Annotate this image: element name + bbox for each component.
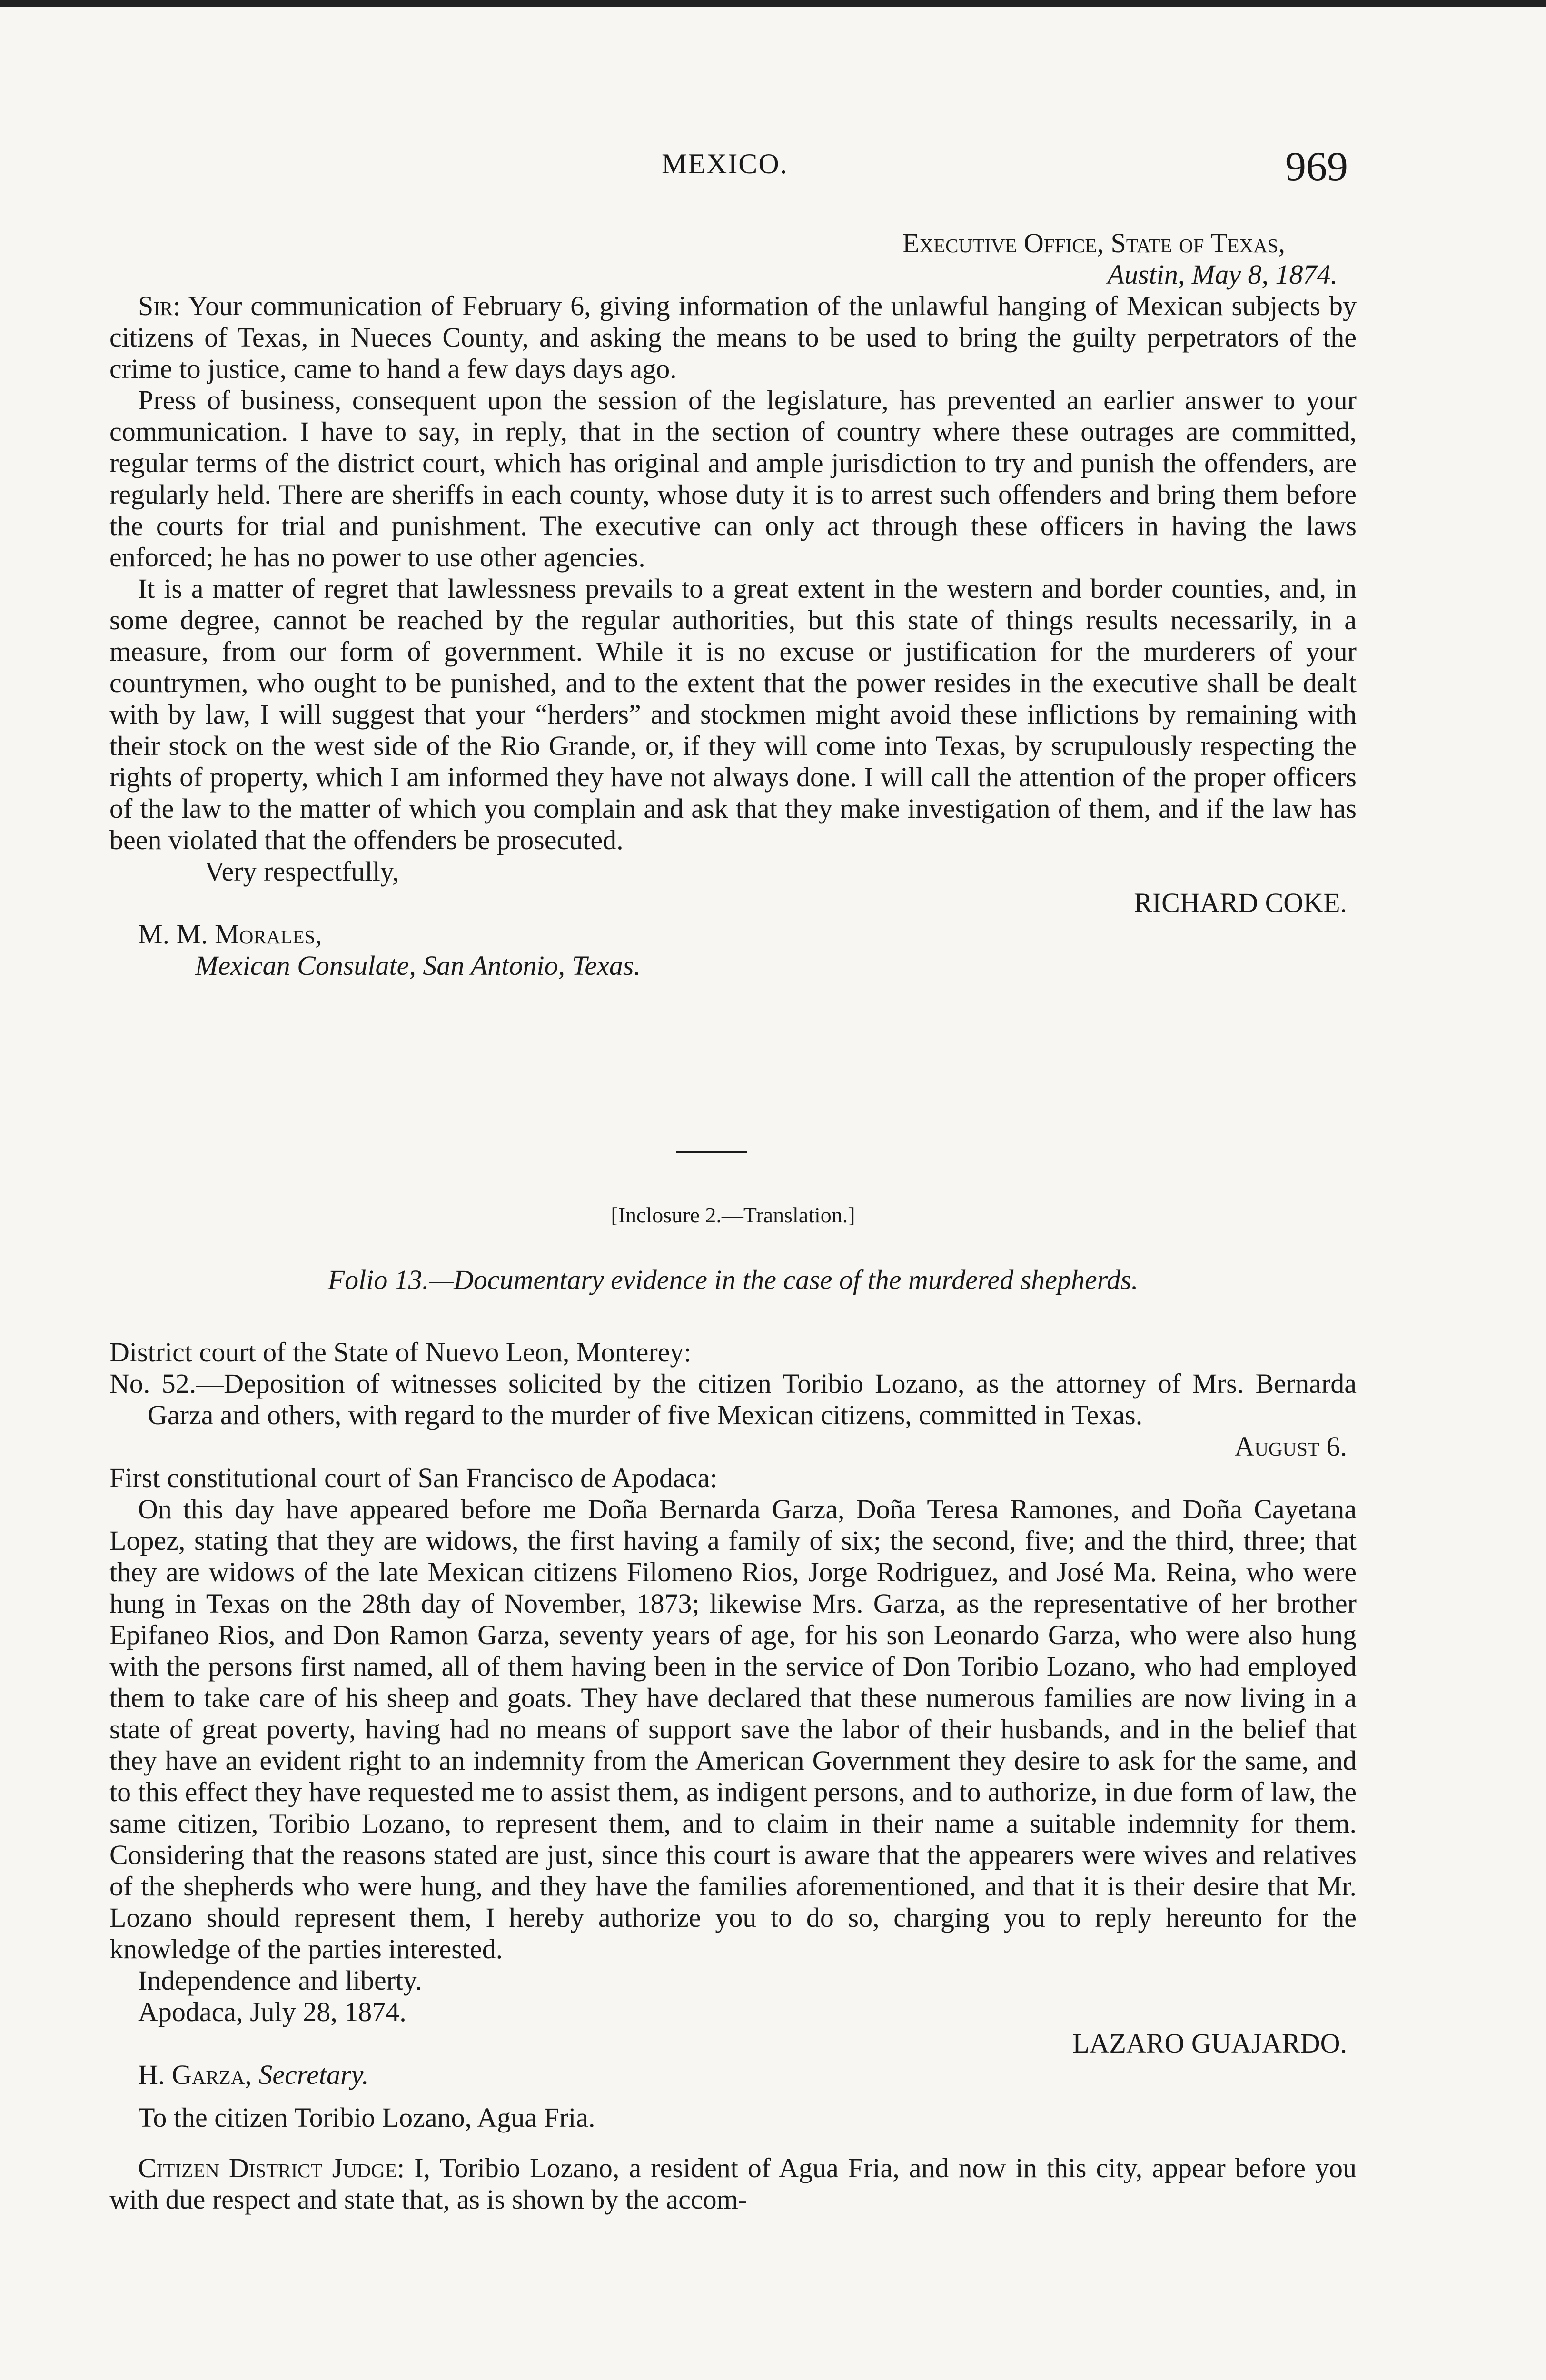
coke-letter	[109, 228, 1357, 982]
folio-title: Documentary evidence in the case of the murdered shepherds.	[453, 1264, 1139, 1295]
letter-closing: Very respectfully,	[205, 856, 399, 887]
judge-salutation: Citizen District Judge:	[138, 2152, 405, 2183]
court-motto: Independence and liberty.	[138, 1965, 422, 1996]
letter-addressee-name: M. M. Morales,	[138, 919, 322, 950]
letter-paragraph-2: Press of business, consequent upon the session of the legislature, has prevented an earlier answer to your communication. I have to say, in reply, that in the section of country where these outrages are committed, regular terms of the district court, which has original and ample jurisdiction to try and punish the offenders, are regularly held. There are sheriffs in each county, whose duty it is to arrest such offenders and bring them before the courts for trial and punishment. The executive can only act through these officers in having the laws enforced; he has no power to use other agencies.	[109, 385, 1357, 573]
letter-salutation: Sir:	[138, 290, 181, 321]
letter-addressee-title: Mexican Consulate, San Antonio, Texas.	[195, 950, 641, 981]
secretary-line	[109, 2059, 1357, 2091]
section-divider	[676, 1151, 747, 1153]
inclosure-label: [Inclosure 2.—Translation.]	[611, 1203, 855, 1227]
letter-signature: RICHARD COKE.	[1134, 887, 1347, 918]
judge-text: I, Toribio Lozano, a resident of Agua Fria, and now in this city, appear before you with due respect and state that, as is shown by the accom-	[109, 2152, 1357, 2215]
court-documents	[109, 1337, 1357, 2215]
judge-paragraph	[109, 2152, 1357, 2215]
secretary-name: H. Garza,	[138, 2059, 252, 2090]
court-signature: LAZARO GUAJARDO.	[1072, 2028, 1347, 2059]
letter-office: Executive Office, State of Texas,	[902, 228, 1285, 258]
letter-place-date: Austin, May 8, 1874.	[1107, 259, 1338, 290]
court-place-date: Apodaca, July 28, 1874.	[138, 1996, 406, 2027]
district-court-line: District court of the State of Nuevo Leon, Monterey:	[109, 1337, 692, 1368]
page-number: 969	[1285, 144, 1348, 190]
letter-paragraph-1	[109, 290, 1357, 385]
folio-prefix: Folio 13.—	[327, 1264, 454, 1295]
page-header	[0, 143, 1546, 195]
first-court-line: First constitutional court of San Francisco de Apodaca:	[109, 1462, 718, 1493]
inclosure-heading	[109, 1200, 1357, 1296]
letter-paragraph-1-text: Your communication of February 6, giving information of the unlawful hanging of Mexican subjects by citizens of Texas, in Nueces County, and asking the means to be used to bring the guilty perpetrators of the crime to justice, came to hand a few days days ago.	[109, 290, 1357, 384]
court-date: August 6.	[1234, 1431, 1347, 1462]
court-paragraph: On this day have appeared before me Doña Bernarda Garza, Doña Teresa Ramones, and Doña Cayetana Lopez, stating that they are widows, the first having a family of six; the second, five; and the third, three; that they are widows of the late Mexican citizens Filomeno Rios, Jorge Rodriguez, and José Ma. Reina, who were hung in Texas on the 28th day of November, 1873; likewise Mrs. Garza, as the representative of her brother Epifaneo Rios, and Don Ramon Garza, seventy years of age, for his son Leonardo Garza, who were also hung with the persons first named, all of them having been in the service of Don Toribio Lozano, who had employed them to take care of his sheep and goats. They have declared that these numerous families are now living in a state of great poverty, having had no means of support save the labor of their husbands, and in the belief that they have an evident right to an indemnity from the American Government they desire to ask for the same, and to this effect they have requested me to assist them, as indigent persons, and to authorize, in due form of law, the same citizen, Toribio Lozano, to represent them, and to claim in their name a suitable indemnity for them. Considering that the reasons stated are just, since this court is aware that the appearers were wives and relatives of the shepherds who were hung, and they have the families aforementioned, and that it is their desire that Mr. Lozano should represent them, I hereby authorize you to do so, charging you to reply hereunto for the knowledge of the parties interested.	[109, 1494, 1357, 1964]
to-citizen-line: To the citizen Toribio Lozano, Agua Fria.	[138, 2102, 595, 2133]
folio-heading	[109, 1264, 1357, 1296]
secretary-title: Secretary.	[258, 2059, 369, 2090]
letter-paragraph-3: It is a matter of regret that lawlessness prevails to a great extent in the western and border counties, and, in some degree, cannot be reached by the regular authorities, but this state of things results necessarily, in a measure, from our form of government. While it is no excuse or justification for the murderers of your countrymen, who ought to be punished, and to the extent that the power resides in the executive shall be dealt with by law, I will suggest that your “herders” and stockmen might avoid these inflictions by remaining with their stock on the west side of the Rio Grande, or, if they will come into Texas, by scrupulously respecting the rights of property, which I am informed they have not always done. I will call the attention of the proper officers of the law to the matter of which you complain and ask that they make investigation of them, and if the law has been violated that the offenders be prosecuted.	[109, 573, 1357, 855]
running-title: MEXICO.	[662, 148, 788, 179]
deposition-no52: No. 52.—Deposition of witnesses solicited by the citizen Toribio Lozano, as the attorney of Mrs. Bernarda Garza and others, with regard to the murder of five Mexican citizens, committed in Texas.	[109, 1368, 1357, 1430]
